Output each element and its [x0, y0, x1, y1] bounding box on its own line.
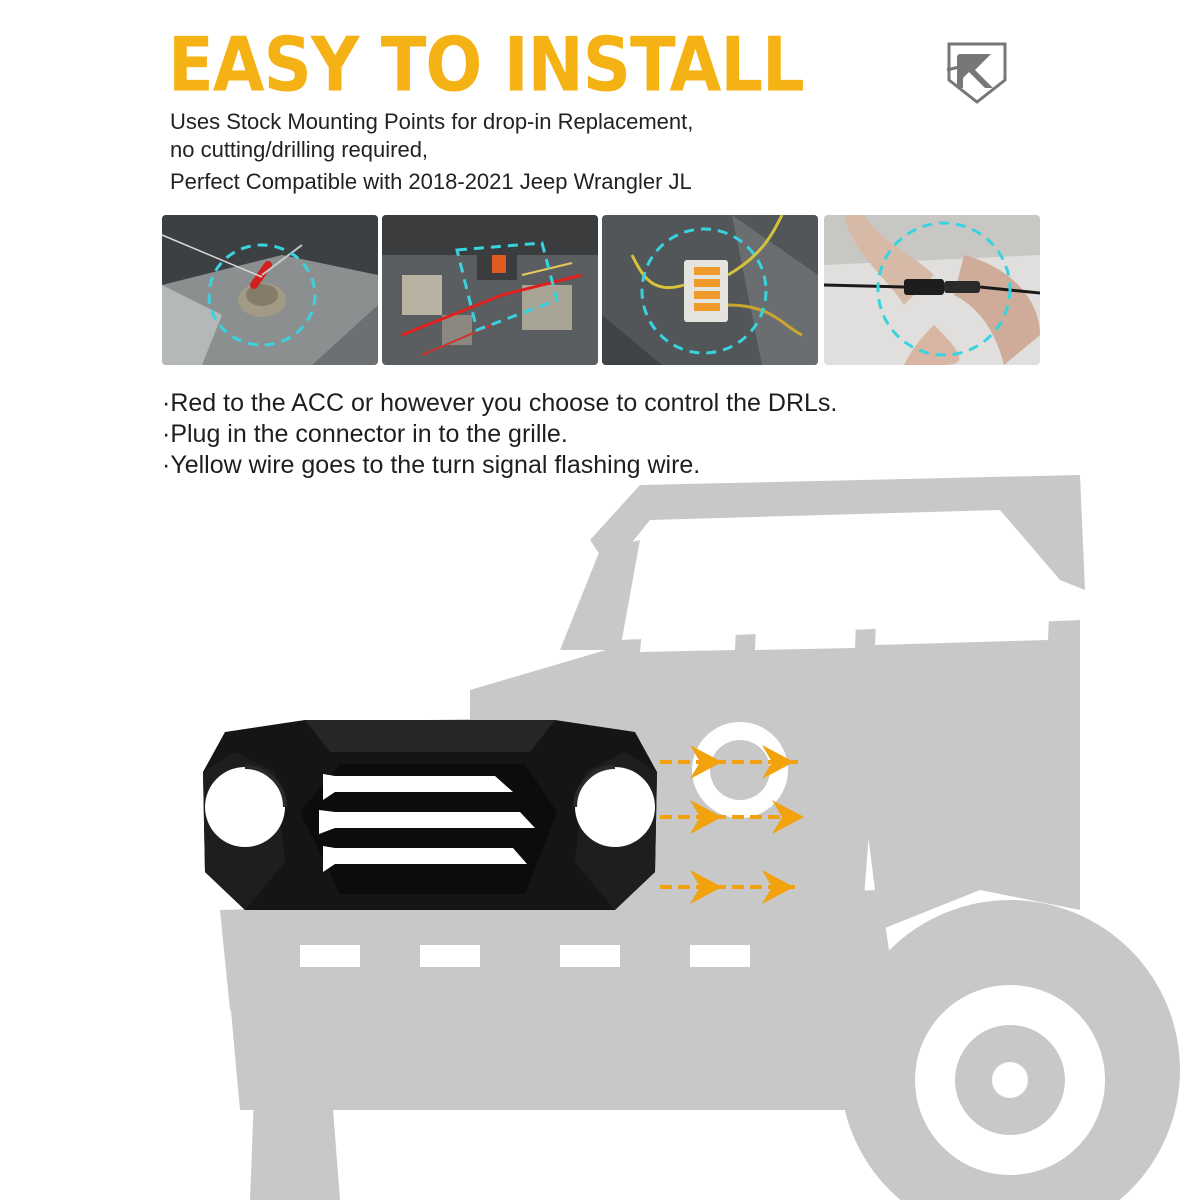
- product-description: [170, 108, 693, 196]
- wire-connector-photo: [602, 215, 818, 365]
- fitment-arrows-image: [650, 735, 820, 905]
- description-line: Uses Stock Mounting Points for drop-in Replacement,: [170, 109, 694, 134]
- installation-photo-strip: [162, 215, 1040, 365]
- plug-connector-photo: [824, 215, 1040, 365]
- installation-steps: [162, 388, 837, 481]
- step-item: ·Red to the ACC or however you choose to control the DRLs.: [162, 389, 838, 417]
- step-item: ·Yellow wire goes to the turn signal flashing wire.: [162, 451, 701, 479]
- description-line: no cutting/drilling required,: [170, 137, 429, 162]
- page-title: EASY TO INSTALL: [168, 21, 804, 109]
- fuse-box-photo: [382, 215, 598, 365]
- description-line: Perfect Compatible with 2018-2021 Jeep Wrangler JL: [170, 169, 692, 194]
- step-item: ·Plug in the connector in to the grille.: [162, 420, 568, 448]
- mounting-bolt-photo: [162, 215, 378, 365]
- grille-product-image: [195, 712, 665, 917]
- brand-shield-logo-icon: [945, 36, 1009, 106]
